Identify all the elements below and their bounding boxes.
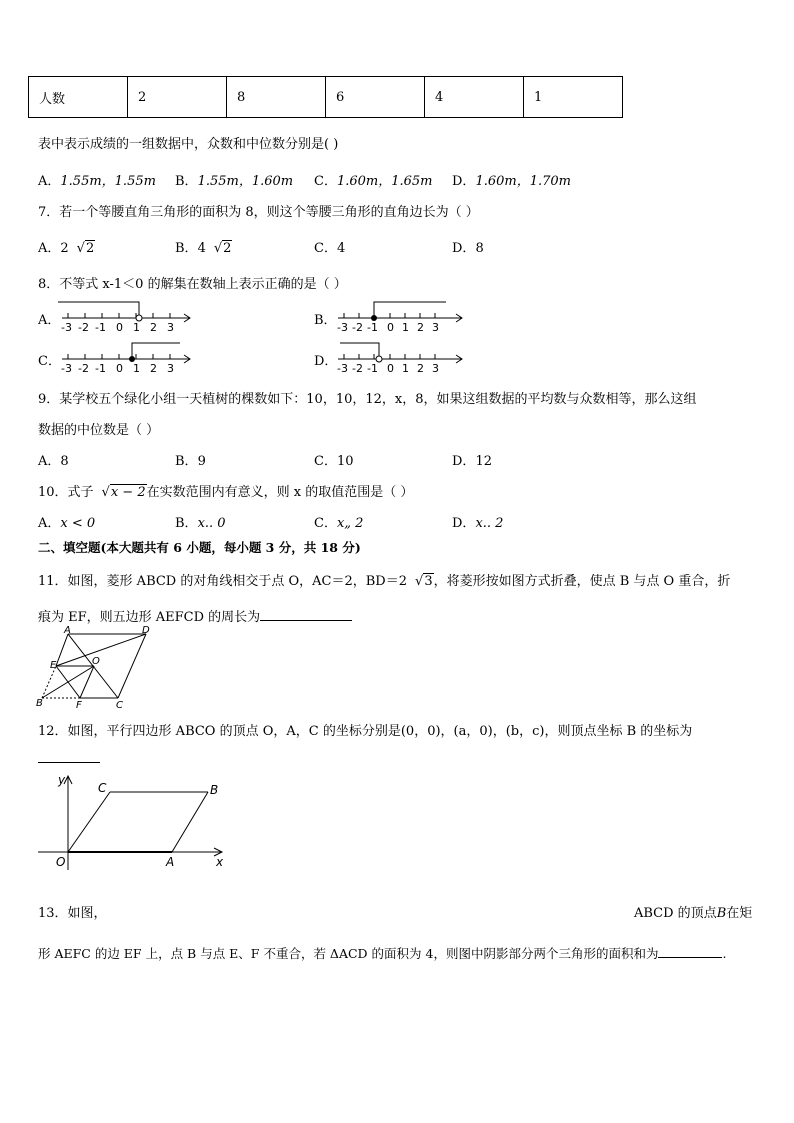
q6-option-b: B．1.55m，1.60m	[175, 174, 294, 189]
q7-option-d: D．8	[452, 241, 484, 256]
q8-stem: 8．不等式 x-1＜0 的解集在数轴上表示正确的是（ ）	[38, 277, 347, 292]
number-line-d	[334, 339, 469, 375]
tick-label: -2	[352, 362, 363, 375]
rhombus-figure	[36, 624, 160, 710]
tick-label: 0	[387, 321, 394, 334]
number-line-c	[58, 339, 198, 375]
axis-label: x	[216, 855, 224, 869]
q10-option-c: C．x„ 2	[314, 516, 364, 531]
point-label: E	[50, 660, 57, 671]
point-label: C	[116, 700, 123, 710]
parallelogram-figure	[38, 772, 230, 872]
tick-label: 2	[417, 321, 424, 334]
tick-label: 1	[133, 362, 140, 375]
tick-label: -2	[78, 362, 89, 375]
answer-blank	[658, 957, 722, 958]
tick-label: 3	[432, 362, 439, 375]
tick-label: -1	[367, 362, 378, 375]
tick-label: 3	[432, 321, 439, 334]
q10-option-d: D．x.. 2	[452, 516, 504, 531]
tick-label: -3	[337, 321, 348, 334]
answer-blank	[260, 620, 352, 621]
table-cell: 1	[524, 77, 623, 118]
number-line-b	[334, 298, 469, 334]
tick-label: -1	[95, 321, 106, 334]
tick-label: 2	[150, 321, 157, 334]
q6-option-d: D．1.60m，1.70m	[452, 174, 571, 189]
score-table	[28, 76, 623, 118]
q10-stem: 10．式子 √x − 2在实数范围内有意义，则 x 的取值范围是（ ）	[38, 485, 414, 500]
q10-option-a: A．x < 0	[38, 516, 96, 531]
tick-label: 2	[150, 362, 157, 375]
q9-stem-line2: 数据的中位数是（ ）	[38, 423, 160, 438]
axis-label: y	[58, 773, 66, 787]
point-label: A	[64, 625, 71, 636]
point-label: C	[98, 781, 107, 795]
point-label: B	[210, 783, 219, 797]
q12-line2	[38, 752, 100, 767]
q7-option-b: B．4 √2	[175, 241, 232, 256]
answer-blank	[38, 762, 100, 763]
q8-label-d: D．	[314, 354, 338, 369]
q8-label-a: A．	[38, 313, 61, 328]
tick-label: -2	[78, 321, 89, 334]
point-label: D	[142, 625, 150, 636]
tick-label: -1	[95, 362, 106, 375]
tick-label: 1	[133, 321, 140, 334]
point-label: F	[76, 700, 82, 710]
tick-label: -3	[61, 321, 72, 334]
q9-stem-line1: 9．某学校五个绿化小组一天植树的棵数如下：10，10，12，x，8，如果这组数据的平均数与众数相等，那么这组	[38, 392, 697, 407]
table-cell: 6	[326, 77, 425, 118]
q13-line1-left: 13．如图，	[38, 906, 107, 921]
table-row	[29, 77, 623, 118]
point-label: O	[56, 855, 66, 869]
q7-option-a: A．2 √2	[38, 241, 95, 256]
tick-label: -2	[352, 321, 363, 334]
tick-label: 0	[116, 362, 123, 375]
q6-option-c: C．1.60m，1.65m	[314, 174, 433, 189]
q7-option-c: C．4	[314, 241, 346, 256]
q9-option-d: D．12	[452, 454, 492, 469]
table-header-cell: 人数	[29, 77, 128, 118]
q8-label-b: B．	[314, 313, 337, 328]
tick-label: -3	[337, 362, 348, 375]
point-label: A	[166, 855, 175, 869]
q9-option-b: B．9	[175, 454, 206, 469]
table-cell: 2	[128, 77, 227, 118]
tick-label: 0	[116, 321, 123, 334]
tick-label: 1	[402, 362, 409, 375]
table-cell: 4	[425, 77, 524, 118]
number-line-a	[58, 298, 198, 334]
section-title: 二、填空题(本大题共有 6 小题，每小题 3 分，共 18 分)	[38, 540, 361, 555]
tick-label: -3	[61, 362, 72, 375]
q6-option-a: A．1.55m，1.55m	[38, 174, 156, 189]
tick-label: -1	[367, 321, 378, 334]
point-label: B	[36, 698, 43, 709]
q11-line1: 11．如图，菱形 ABCD 的对角线相交于点 O，AC＝2，BD＝2 √3，将菱形按如图方式折叠，使点 B 与点 O 重合，折	[38, 574, 731, 589]
point-label: O	[92, 656, 100, 667]
table-cell: 8	[227, 77, 326, 118]
q8-label-c: C．	[38, 354, 61, 369]
tick-label: 3	[167, 362, 174, 375]
tick-label: 0	[387, 362, 394, 375]
q9-option-c: C．10	[314, 454, 354, 469]
tick-label: 1	[402, 321, 409, 334]
q12-line1: 12．如图，平行四边形 ABCO 的顶点 O，A，C 的坐标分别是(0，0)，(a，0)，(b，c)，则顶点坐标 B 的坐标为	[38, 724, 693, 739]
q11-line2: 痕为 EF，则五边形 AEFCD 的周长为	[38, 606, 352, 625]
q7-stem: 7．若一个等腰直角三角形的面积为 8，则这个等腰三角形的直角边长为（ ）	[38, 205, 479, 220]
tick-label: 3	[167, 321, 174, 334]
q6-stem: 表中表示成绩的一组数据中，众数和中位数分别是( )	[38, 137, 339, 152]
q9-option-a: A．8	[38, 454, 69, 469]
q13-line1-right: ABCD 的顶点B在矩	[634, 906, 753, 921]
tick-label: 2	[417, 362, 424, 375]
q13-line2: 形 AEFC 的边 EF 上，点 B 与点 E、F 不重合，若 ΔACD 的面积为 4，则图中阴影部分两个三角形的面积和为 .	[38, 946, 727, 961]
q10-option-b: B．x.. 0	[175, 516, 226, 531]
